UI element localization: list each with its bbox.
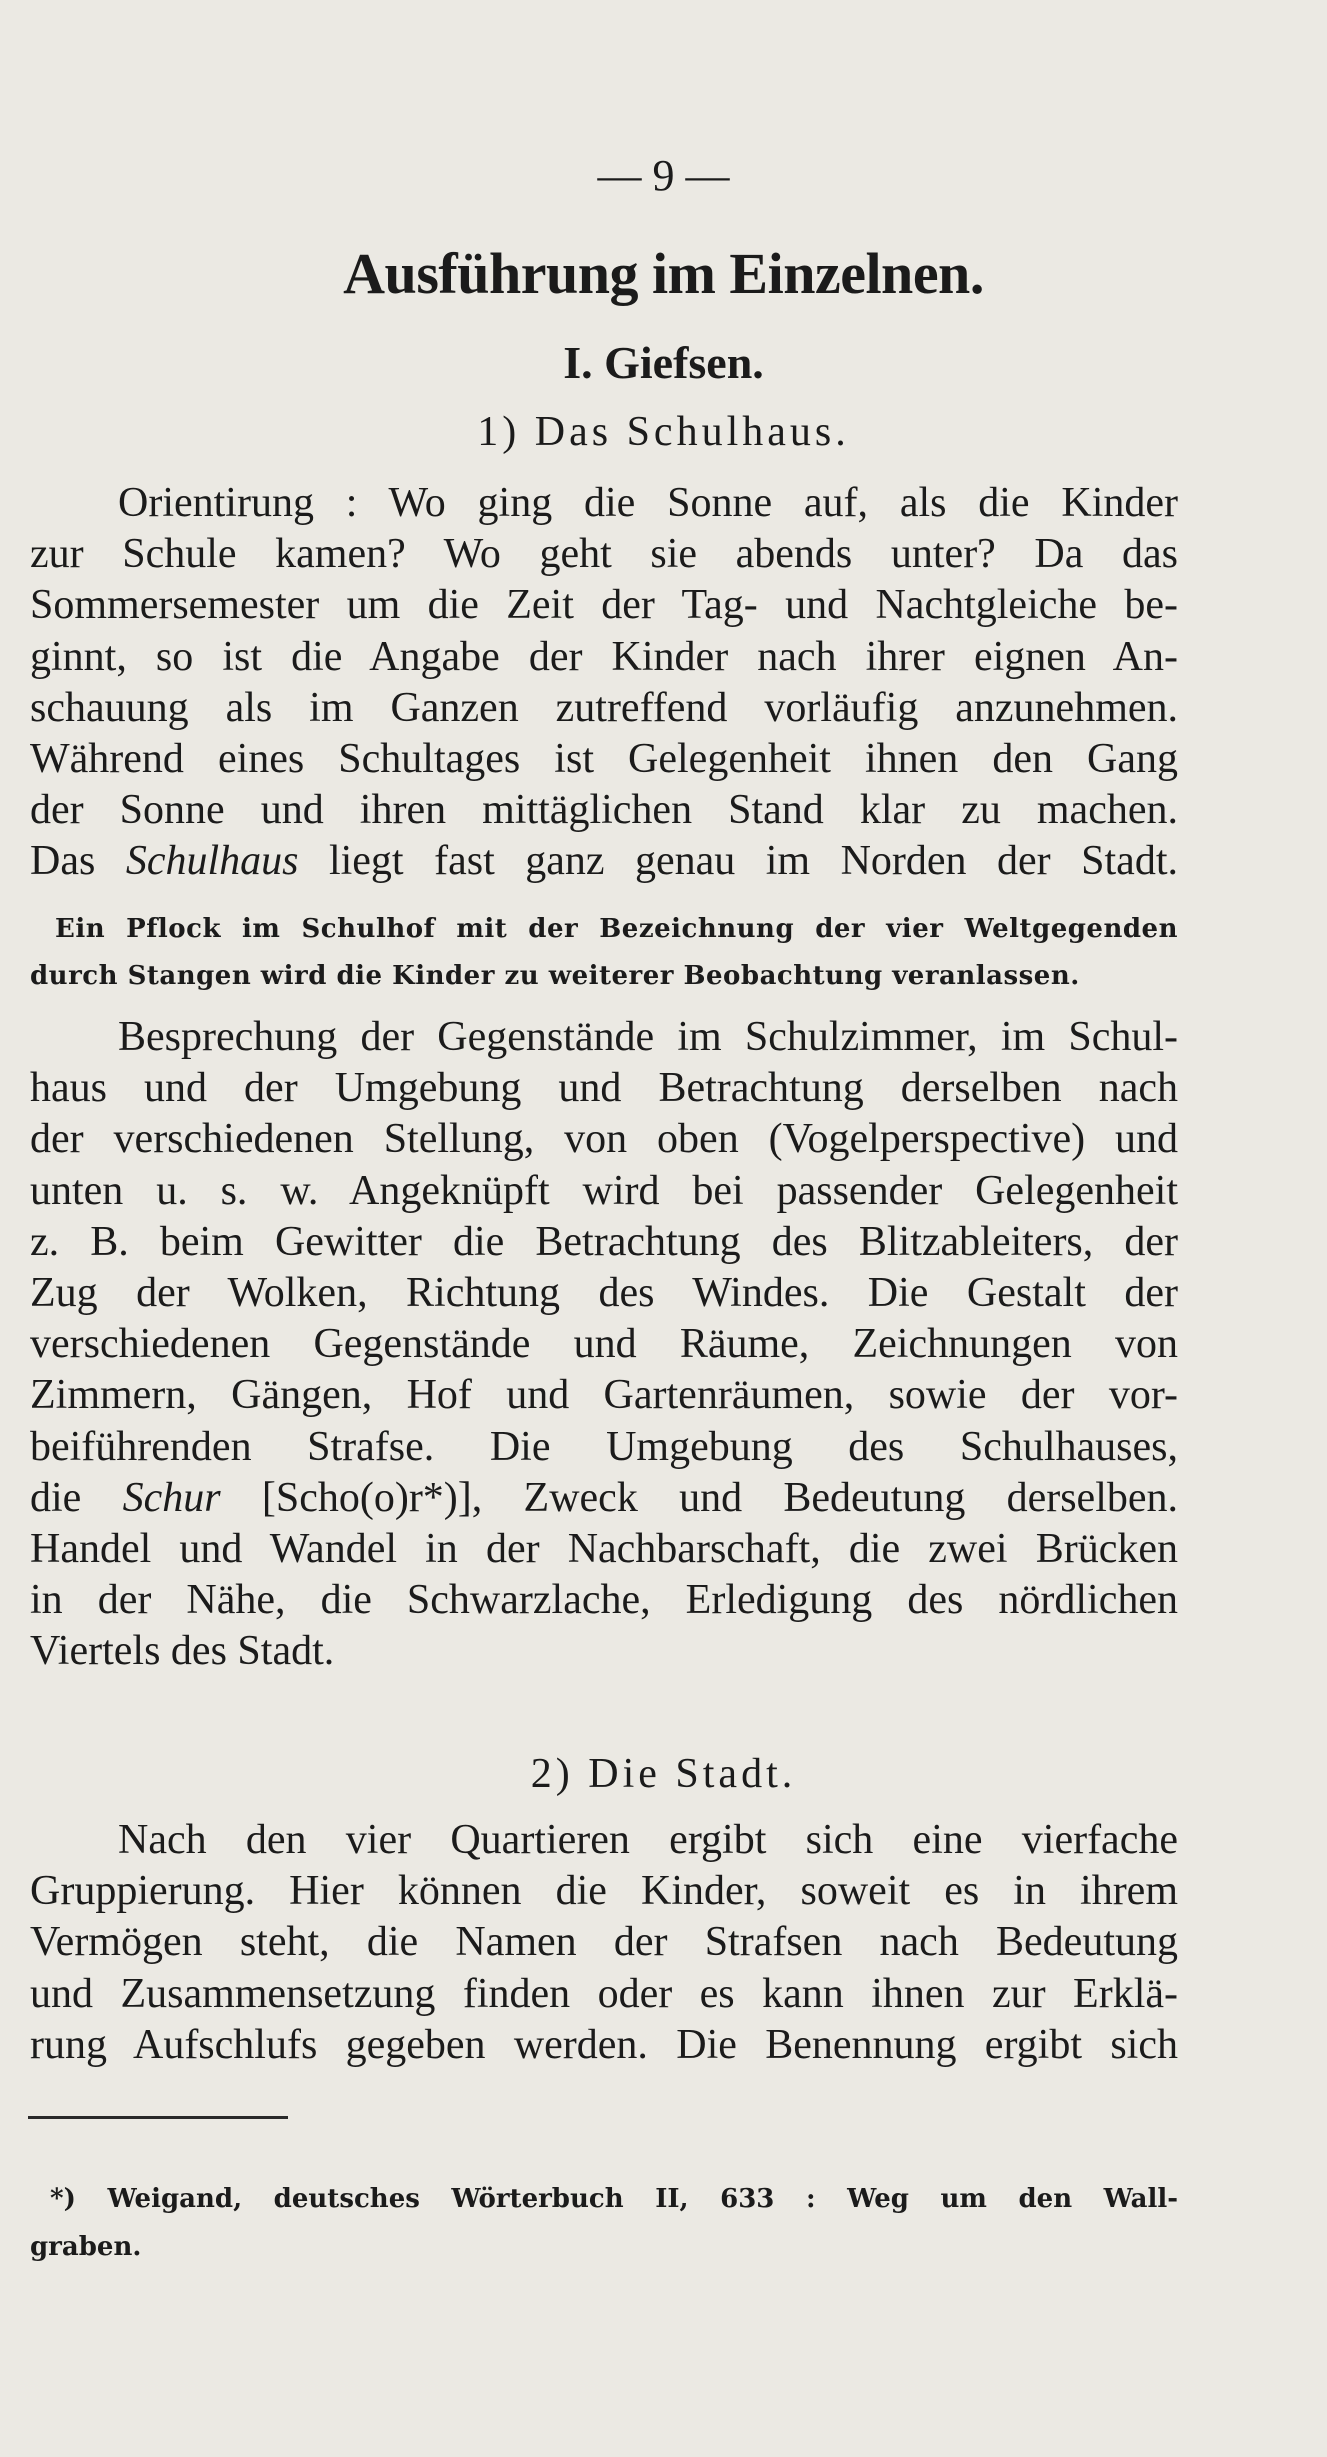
footnote-divider xyxy=(28,2116,288,2119)
section-title-schulhaus: 1) Das Schulhaus. xyxy=(477,409,850,455)
emphasis-schulhaus: Schulhaus xyxy=(125,838,299,885)
text-line: rung Aufschlufs gegeben werden. Die Benennung ergibt sich xyxy=(30,2021,1178,2068)
text-line: ginnt, so ist die Angabe der Kinder nach ihrer eignen An- xyxy=(30,633,1178,680)
paragraph-quartiere xyxy=(30,1815,1178,2071)
text-line: Gruppierung. Hier können die Kinder, soweit es in ihrem xyxy=(30,1868,1178,1915)
text-line: Orientirung : Wo ging die Sonne auf, als die Kinder xyxy=(118,480,1178,526)
text-line: der verschiedenen Stellung, von oben (Vogelperspective) und xyxy=(30,1116,1178,1163)
text-line: Viertels des Stadt. xyxy=(30,1628,335,1675)
text-line: Sommersemester um die Zeit der Tag- und Nachtgleiche be- xyxy=(30,582,1178,629)
text-line: und Zusammensetzung finden oder es kann ihnen zur Erklä- xyxy=(30,1970,1178,2017)
text-line: Zimmern, Gängen, Hof und Gartenräumen, sowie der vor- xyxy=(30,1372,1178,1419)
note-line: durch Stangen wird die Kinder zu weiterer Beobachtung veranlassen. xyxy=(30,961,1080,991)
city-title: I. Giefsen. xyxy=(563,337,764,388)
text-line: zur Schule kamen? Wo geht sie abends unter? Da das xyxy=(30,531,1178,578)
section-title-stadt: 2) Die Stadt. xyxy=(530,1751,797,1797)
text-line: Nach den vier Quartieren ergibt sich eine vierfache xyxy=(118,1817,1178,1863)
text-line: Handel und Wandel in der Nachbarschaft, die zwei Brücken xyxy=(30,1526,1178,1573)
emphasis-schur: Schur xyxy=(122,1474,221,1521)
text-line xyxy=(30,836,1178,887)
note-pflock xyxy=(30,906,1178,1000)
text-fragment: Das xyxy=(30,838,126,885)
footnote-line: *) Weigand, deutsches Wörterbuch II, 633 : Weg um den Wall- xyxy=(50,2184,1178,2214)
paragraph-orientirung xyxy=(30,478,1178,888)
text-line: in der Nähe, die Schwarzlache, Erledigung des nördlichen xyxy=(30,1577,1178,1624)
text-line: z. B. beim Gewitter die Betrachtung des Blitzableiters, der xyxy=(30,1218,1178,1265)
text-line: der Sonne und ihren mittäglichen Stand klar zu machen. xyxy=(30,787,1178,834)
footnote-line: graben. xyxy=(30,2232,142,2262)
text-line: verschiedenen Gegenstände und Räume, Zeichnungen von xyxy=(30,1321,1178,1368)
text-line: Vermögen steht, die Namen der Strafsen nach Bedeutung xyxy=(30,1919,1178,1966)
paragraph-besprechung xyxy=(30,1012,1178,1678)
text-line xyxy=(30,1473,1178,1524)
page-number: — 9 — xyxy=(597,151,730,200)
text-fragment: liegt fast ganz genau im Norden der Stadt. xyxy=(298,838,1178,885)
text-line: haus und der Umgebung und Betrachtung derselben nach xyxy=(30,1065,1178,1112)
text-line: unten u. s. w. Angeknüpft wird bei passender Gelegenheit xyxy=(30,1167,1178,1214)
text-line: Zug der Wolken, Richtung des Windes. Die Gestalt der xyxy=(30,1270,1178,1317)
note-line: Ein Pflock im Schulhof mit der Bezeichnung der vier Weltgegenden xyxy=(55,914,1178,944)
text-fragment: [Scho(o)r*)], Zweck und Bedeutung derselben. xyxy=(220,1474,1179,1521)
chapter-title: Ausführung im Einzelnen. xyxy=(343,241,984,306)
text-line: beiführenden Strafse. Die Umgebung des Schulhauses, xyxy=(30,1423,1178,1470)
text-line: Besprechung der Gegenstände im Schulzimmer, im Schul- xyxy=(118,1014,1178,1060)
text-line: Während eines Schultages ist Gelegenheit ihnen den Gang xyxy=(30,736,1178,783)
text-line: schauung als im Ganzen zutreffend vorläufig anzunehmen. xyxy=(30,684,1178,731)
footnote xyxy=(30,2175,1178,2271)
text-fragment: die xyxy=(30,1474,123,1521)
